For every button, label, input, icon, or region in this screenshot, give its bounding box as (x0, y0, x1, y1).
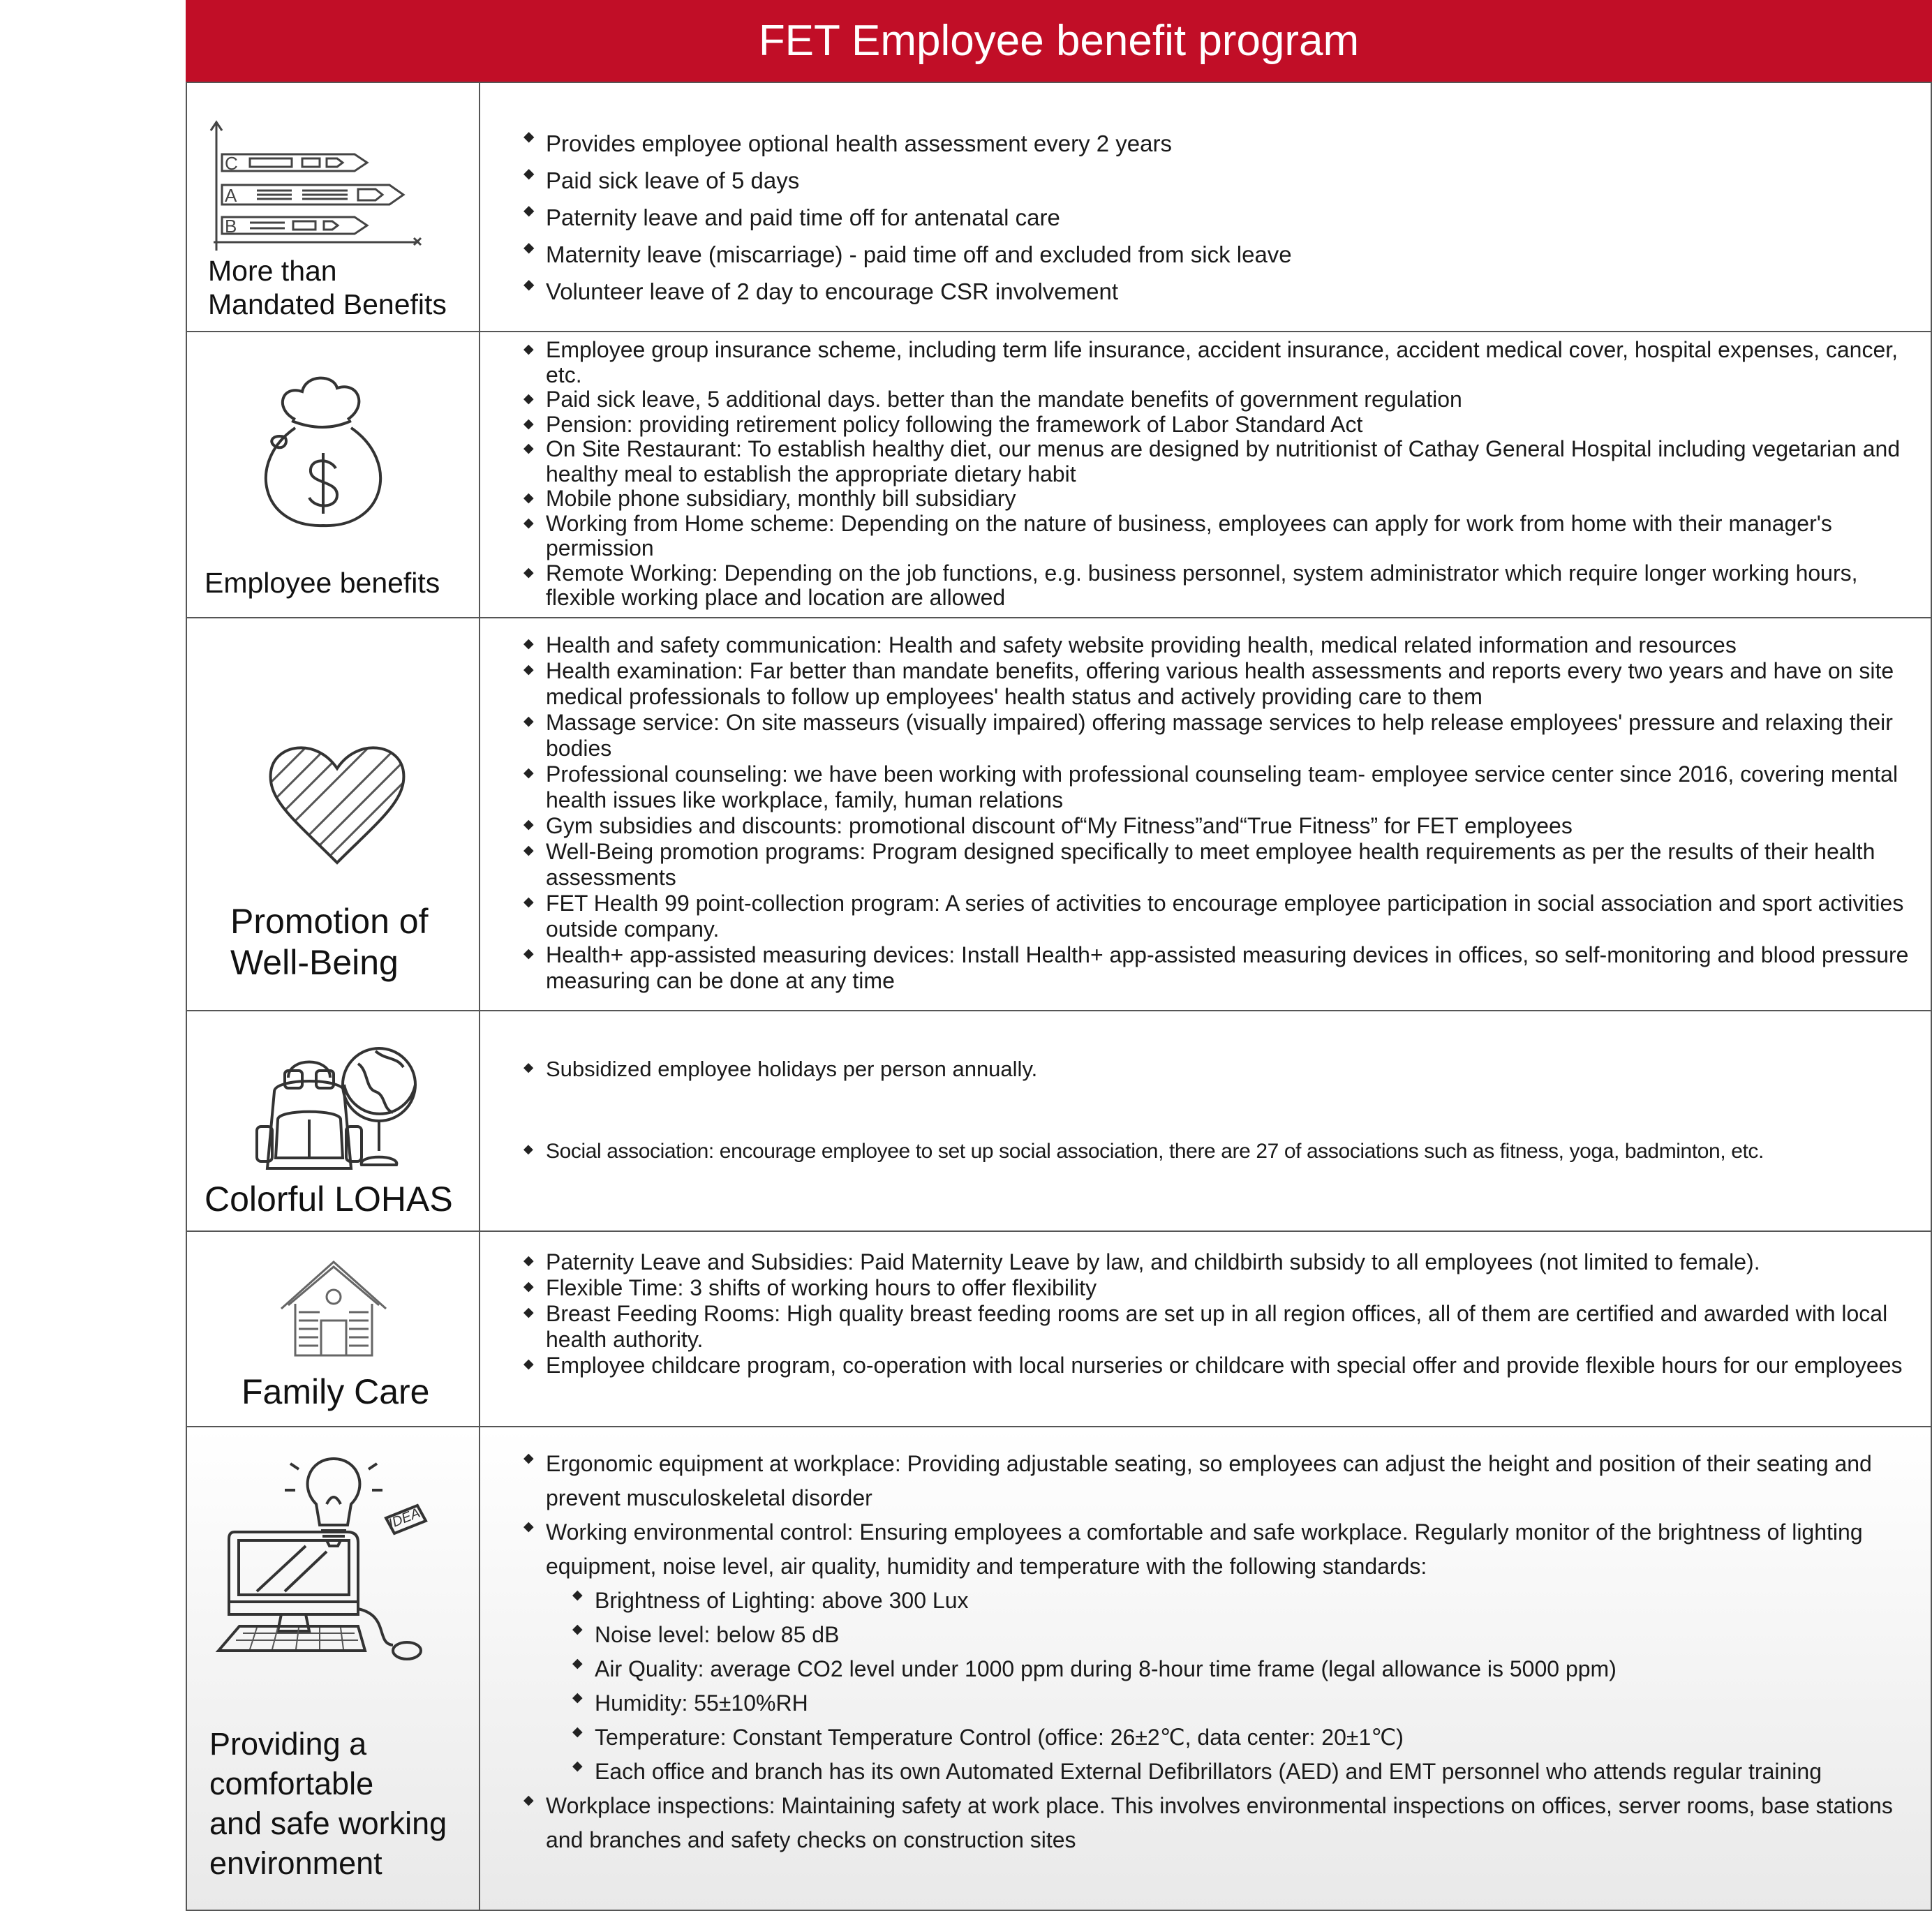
section-safe-workplace (186, 1426, 1932, 1911)
list-item: ◆ Health and safety communication: Health and safety website providing health, medical related information and resources (523, 632, 1917, 658)
money-bag-icon (253, 371, 393, 531)
list-item: ◆ Paid sick leave of 5 days (523, 162, 1917, 199)
list-item: ◆ Paid sick leave, 5 additional days. better than the mandate benefits of government regulation (523, 387, 1917, 412)
heart-icon (267, 737, 407, 870)
list-item: ◆ Working from Home scheme: Depending on the nature of business, employees can apply for work from home with their manager's permission (523, 512, 1917, 561)
backpack-globe-icon (253, 1029, 421, 1182)
list-item: ◆ Health+ app-assisted measuring devices: Install Health+ app-assisted measuring devices in offices, so self-monitoring and blood pressure measuring can be done at any time (523, 942, 1917, 994)
list-subitem: ◆ Air Quality: average CO2 level under 1000 ppm during 8-hour time frame (legal allowance is 5000 ppm) (572, 1652, 1917, 1686)
list-subitem: ◆ Brightness of Lighting: above 300 Lux (572, 1584, 1917, 1618)
list-item: ◆ Flexible Time: 3 shifts of working hours to offer flexibility (523, 1275, 1917, 1301)
chart-letter-b: B (225, 216, 237, 237)
list-item: ◆ Breast Feeding Rooms: High quality breast feeding rooms are set up in all region offices, all of them are certified and awarded with local health authority. (523, 1301, 1917, 1353)
benefit-list (523, 1447, 1917, 1857)
benefit-list (523, 338, 1917, 611)
category-label: More than Mandated Benefits (208, 255, 447, 321)
list-item: ◆ Working environmental control: Ensuring employees a comfortable and safe workplace. Regularly monitor of the brightness of lighting equipment, noise level, air quality, humidity and temperature with the following standards: (523, 1515, 1917, 1584)
list-subitem: ◆ Each office and branch has its own Automated External Defibrillators (AED) and EMT personnel who attends regular training (572, 1755, 1917, 1789)
section-family-care (186, 1230, 1932, 1426)
category-cell (187, 1427, 480, 1910)
benefit-list (523, 1249, 1917, 1378)
list-item: ◆ Paternity Leave and Subsidies: Paid Maternity Leave by law, and childbirth subsidy to all employees (not limited to female). (523, 1249, 1917, 1275)
list-item: ◆ Provides employee optional health assessment every 2 years (523, 125, 1917, 162)
benefit-list-cell (480, 332, 1931, 617)
section-employee-benefits (186, 331, 1932, 617)
list-item: ◆ Professional counseling: we have been working with professional counseling team- employee service center since 2016, covering mental health issues like workplace, family, human relations (523, 761, 1917, 813)
idea-label: IDEA (386, 1505, 423, 1532)
list-item: ◆ Gym subsidies and discounts: promotional discount of“My Fitness”and“True Fitness” for FET employees (523, 813, 1917, 839)
category-cell (187, 1011, 480, 1230)
category-cell (187, 618, 480, 1010)
category-cell (187, 332, 480, 617)
benefit-list (523, 1055, 1917, 1166)
section-mandated-benefits (186, 82, 1932, 331)
chart-letter-c: C (225, 153, 238, 174)
list-subitem: ◆ Noise level: below 85 dB (572, 1618, 1917, 1652)
list-item: ◆ Mobile phone subsidiary, monthly bill subsidiary (523, 486, 1917, 512)
category-label: Promotion of Well-Being (230, 902, 429, 982)
list-item: ◆ FET Health 99 point-collection program: A series of activities to encourage employee participation in social association and sport activities outside company. (523, 891, 1917, 942)
benefit-list-cell (480, 1232, 1931, 1426)
chart-letter-a: A (225, 185, 237, 206)
list-item: ◆ Subsidized employee holidays per person annually. (523, 1055, 1917, 1083)
list-item: ◆ Health examination: Far better than mandate benefits, offering various health assessments and reports every two years and have on site medical professionals to follow up employees' health status and actively providing care to them (523, 658, 1917, 710)
list-item: ◆ Volunteer leave of 2 day to encourage CSR involvement (523, 273, 1917, 310)
list-item: ◆ Ergonomic equipment at workplace: Providing adjustable seating, so employees can adjust the height and position of their seating and prevent musculoskeletal disorder (523, 1447, 1917, 1515)
house-icon (278, 1256, 389, 1361)
benefit-list-cell (480, 618, 1931, 1010)
list-item: ◆ Pension: providing retirement policy following the framework of Labor Standard Act (523, 412, 1917, 438)
benefit-list-cell (480, 1427, 1931, 1910)
category-cell (187, 1232, 480, 1426)
list-subitem: ◆ Humidity: 55±10%RH (572, 1686, 1917, 1720)
list-item: ◆ Workplace inspections: Maintaining safety at work place. This involves environmental inspections on offices, server rooms, base stations and branches and safety checks on construction sites (523, 1789, 1917, 1857)
benefit-table (186, 0, 1932, 1911)
benefit-list-cell (480, 1011, 1931, 1230)
section-well-being (186, 617, 1932, 1010)
category-cell (187, 83, 480, 331)
benefit-list-cell (480, 83, 1931, 331)
category-label: Providing a comfortable and safe working environment (209, 1726, 447, 1881)
bar-chart-sketch-icon (208, 118, 431, 258)
list-item: ◆ Employee group insurance scheme, including term life insurance, accident insurance, accident medical cover, hospital expenses, cancer, etc. (523, 338, 1917, 387)
category-label: Employee benefits (205, 567, 440, 599)
list-item: ◆ Maternity leave (miscarriage) - paid time off and excluded from sick leave (523, 236, 1917, 273)
benefit-list (523, 125, 1917, 310)
computer-idea-icon (215, 1448, 445, 1686)
list-item: ◆ Massage service: On site masseurs (visually impaired) offering massage services to help release employees' pressure and relaxing their bodies (523, 710, 1917, 761)
table-title: FET Employee benefit program (186, 0, 1932, 82)
list-item: ◆ Well-Being promotion programs: Program designed specifically to meet employee health requirements as per the results of their health assessments (523, 839, 1917, 891)
category-label: Family Care (242, 1372, 430, 1411)
list-item: ◆ Remote Working: Depending on the job functions, e.g. business personnel, system administrator which require longer working hours, flexible working place and location are allowed (523, 561, 1917, 611)
category-label: Colorful LOHAS (205, 1180, 453, 1219)
list-subitem: ◆ Temperature: Constant Temperature Control (office: 26±2℃, data center: 20±1℃) (572, 1720, 1917, 1755)
benefit-list (523, 632, 1917, 994)
list-item: ◆ Paternity leave and paid time off for antenatal care (523, 199, 1917, 236)
list-item: ◆ Employee childcare program, co-operation with local nurseries or childcare with special offer and provide flexible hours for our employees (523, 1353, 1917, 1378)
list-item: ◆ Social association: encourage employee to set up social association, there are 27 of associations such as fitness, yoga, badminton, etc. (523, 1138, 1917, 1166)
list-item: ◆ On Site Restaurant: To establish healthy diet, our menus are designed by nutritionist of Cathay General Hospital including vegetarian and healthy meal to establish the appropriate dietary habit (523, 437, 1917, 486)
section-colorful-lohas (186, 1010, 1932, 1230)
